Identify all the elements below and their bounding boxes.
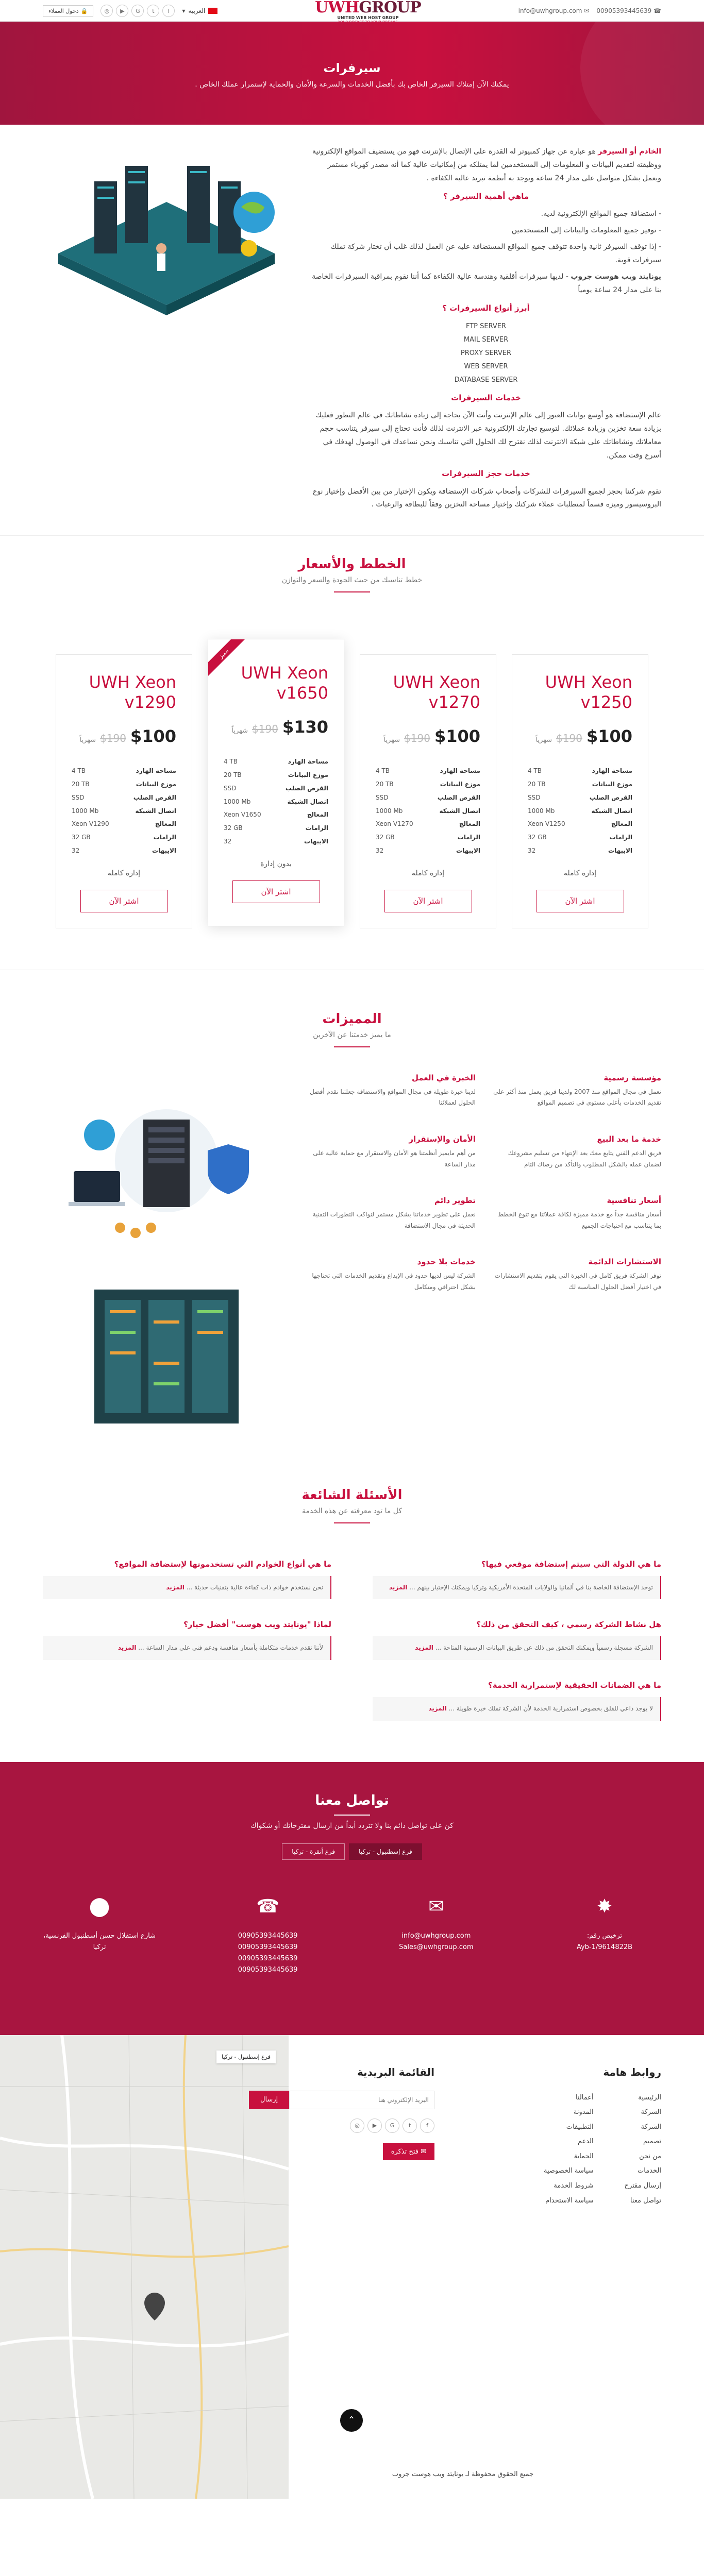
footer-link[interactable]: إرسال مقترح [624,2182,661,2190]
spec-value: 4 TB [72,767,86,775]
read-more-link[interactable]: المزيد [166,1583,185,1591]
importance-heading: ماهي أهمية السيرفر ؟ [443,191,529,201]
intro-section [43,125,661,535]
spec-values [72,765,109,858]
plan-specs [376,765,480,858]
services-paragraph: عالم الإستضافة هو أوسع بوابات العبور إلى عالم الإنترنت وأنت الآن بحاجة إلى زيادة نشاطاتك في عالم التطور فعليك بزيادة سعة تخزين وزيادة عملائك. لتوسيع تجارتك الإلكترونية عبر الانترنت لذلك فأنت تحتاج إلى سيرفر يتناسب حجم معاملاتك ونشاطاتك على شبكة الانترنت لذلك نقترح لك الحلول التي تناسبك ونحن نساعدك في الوصول لهدفك في أسرع وقت ممكن. [315,411,661,460]
uwh-paragraph: - لديها سيرفرات أقلقية وهندسة عالية الكفاءة كما أننا نقوم بمراقبة السيرفرات الخاصة بنا على مدار 24 ساعة يومياً [312,272,661,294]
client-login-button[interactable]: 🔒 دخول العملاء [43,5,93,17]
price-period: شهرياً [535,736,552,744]
footer-link[interactable]: أعمالنا [575,2093,594,2102]
google-icon[interactable]: G [385,2119,399,2133]
spec-value: SSD [72,793,85,801]
spec-value: SSD [376,793,389,801]
features-title: المميزات [322,1011,382,1027]
spec-value: 32 [72,846,80,854]
spec-value: 1000 Mb [376,807,403,815]
price-period: شهرياً [231,727,248,735]
topbar-contact [518,7,661,14]
plan-name: UWH Xeon v1290 [89,672,176,712]
logo-mark: UWHGROUP [315,0,421,16]
spec-values [224,755,261,849]
feature-item: أسعار تنافسية أسعار منافسة جداً مع خدمة مميزة لكافة عملائنا مع تنوع الخطط بما يتناسب مع احتياجات الجميع [498,1196,661,1229]
footer-link[interactable]: شروط الخدمة [554,2182,594,2190]
contact-line: تركيا [93,1943,106,1951]
phone-icon: ☎ [256,1895,280,1917]
plan-price [376,726,480,746]
location-icon: ⬤ [89,1895,110,1917]
server-types-list [311,320,661,387]
youtube-icon[interactable]: ▶ [116,5,128,17]
importance-item: - إذا توقف السيرفر ثانية واحدة تتوقف جميع المواقع المستضافة عليه عن العمل لذلك غلب أن تختار شركة تملك سيرفرات قوية. [330,243,661,265]
price-current: $100 [130,726,176,747]
intro-lead: الخادم أو السيرفر [598,147,661,156]
spec-value: Xeon V1650 [224,811,261,819]
faq-item[interactable] [43,1620,331,1660]
youtube-icon[interactable]: ▶ [367,2119,382,2133]
contact-column [43,1891,156,1976]
footer-link[interactable]: الخدمات [638,2167,661,2175]
contact-line[interactable]: 00905393445639 [238,1943,298,1951]
open-ticket-button[interactable]: ✉ فتح تذكرة [383,2143,434,2160]
spec-value: 4 TB [376,767,390,775]
feature-item: تطوير دائم نعمل على تطوير خدماتنا بشكل مستمر لنواكب التطورات التقنية الحديثة في مجال الاستضافة [312,1196,476,1229]
faq-answer: لا يوجد داعي للقلق بخصوص استمرارية الخدمة لأن الشركة تملك خبرة طويلة ... المزيد [373,1697,661,1721]
tab-istanbul[interactable]: فرع إسطنبول - تركيا [349,1843,422,1860]
newsletter-title: القائمة البريدية [357,2065,434,2078]
footer-social-links [249,2119,434,2133]
feature-item: الأمان والإستقرار من أهم مايميز أنظمتنا هو الأمان والاستقرار مع حماية عالية على مدار الساعة [313,1134,476,1168]
email-text: info@uwhgroup.com [518,7,582,14]
hero-banner [0,22,704,125]
faq-section [0,1477,704,1762]
booking-heading: خدمات حجز السيرفرات [442,468,530,478]
contact-line[interactable]: 00905393445639 [238,1954,298,1962]
price-old: $190 [100,732,126,745]
contact-subtitle: كن على تواصل دائم بنا ولا تتردد أبداً من ارسال مقترحاتك أو شكواك [250,1821,454,1830]
social-links [100,5,175,17]
tab-ankara[interactable]: فرع أنقرة - تركيا [282,1843,345,1860]
spec-label: موزع البيانات [592,780,632,788]
contact-line[interactable]: info@uwhgroup.com [401,1931,471,1940]
spec-label: الايبهات [152,846,176,854]
uwh-lead: يونايتد ويب هوست جروب [571,272,661,281]
spec-label: القرص الصلب [437,793,480,801]
title-divider [334,1815,370,1816]
footer-link[interactable]: الشركة [641,2123,661,2131]
spec-value: 32 GB [224,824,243,832]
spec-value: 32 GB [376,834,395,841]
features-subtitle: ما يميز خدمتنا عن الآخرين [313,1030,391,1039]
list-item: DATABASE SERVER [454,376,518,384]
title-divider [334,1046,370,1047]
faq-list [43,1560,661,1721]
language-label: العربية [188,7,206,14]
newsletter-submit-button[interactable]: إرسال [249,2091,289,2109]
contact-column [379,1891,493,1976]
newsletter [249,2066,434,2209]
language-switcher[interactable]: العربية ▾ [182,7,217,14]
spec-label: المعالج [459,820,480,828]
features-column-right [491,1073,661,1446]
list-item: WEB SERVER [464,362,508,370]
links-title: روابط هامة [603,2065,661,2078]
feature-item: خدمات بلا حدود الشركة ليس لديها حدود في الإبداع وتقديم الخدمات التي تحتاجها بشكل احترافي ومتكامل [312,1257,476,1291]
spec-label: القرص الصلب [133,793,176,801]
faq-answer: توجد الإستضافة الخاصة بنا في ألمانيا والولايات المتحدة الأمريكية وتركيا ويمكنك الإختيار بينهم ... المزيد [373,1576,661,1600]
spec-label: القرص الصلب [285,784,328,792]
plan-card [360,654,496,928]
scroll-top-button[interactable] [340,2409,363,2432]
price-old: $190 [556,732,582,745]
spec-value: 20 TB [528,780,546,788]
buy-now-button[interactable]: اشتر الآن [232,880,320,903]
plan-name: UWH Xeon v1250 [545,672,632,712]
servers-illustration [43,145,290,315]
plan-specs [72,765,176,858]
faq-question[interactable]: ما هي أنواع الخوادم التي تستخدمونها لإستضافة المواقع؟ [114,1559,331,1569]
spec-label: اتصال الشبكة [135,807,176,815]
links-column [625,2091,661,2209]
spec-label: اتصال الشبكة [287,798,328,805]
plan-card [56,654,192,928]
spec-values [376,765,413,858]
twitter-icon[interactable]: t [147,5,159,17]
spec-label: المعالج [155,820,176,828]
footer-link[interactable]: الشركة [641,2108,661,2116]
contact-line[interactable]: 00905393445639 [238,1965,298,1974]
footer-link[interactable]: سياسة الاستخدام [545,2196,594,2205]
contact-column [211,1891,325,1976]
spec-label: المعالج [611,820,632,828]
contact-line[interactable]: 00905393445639 [238,1931,298,1940]
list-item: PROXY SERVER [460,349,512,357]
map-label: فرع إسطنبول - تركيا [216,2050,276,2063]
twitter-icon[interactable]: t [403,2119,417,2133]
flag-icon [208,8,217,14]
price-old: $190 [252,723,278,736]
faq-item[interactable] [373,1560,661,1600]
intro-paragraph: هو عبارة عن جهاز كمبيوتر له القدرة على الإتصال بالإنترنت فهو من يستضيف المواقع الإلكترونية ووظيفته لتقديم البيانات و المعلومات إلى المستخدمين لما يمتلكه من إمكانيات عالية كما أنه مصدر كهرباء مستمر ويعمل بشكل متواصل على مدار 24 ساعة ويوجد به أنظمة تبريد عالية الكفاءه . [312,147,661,182]
spec-label: الايبهات [608,846,632,854]
facebook-icon[interactable]: f [420,2119,434,2133]
spec-value: 20 TB [72,780,90,788]
page-subtitle: يمكنك الآن إمتلاك السيرفر الخاص بك بأفضل الخدمات والسرعة والأمان والحماية لإستمرار عملك الخاص . [195,80,509,89]
spec-label: الرامات [609,834,632,841]
faq-title: الأسئلة الشائعة [301,1487,403,1503]
links-column [544,2091,594,2209]
spec-labels [286,755,328,849]
spec-label: الرامات [153,834,176,841]
spec-value: 32 [528,846,536,854]
contact-section [0,1762,704,2035]
footer [0,2035,704,2499]
feature-item: الاستشارات الدائمة توفر الشركة فريق كامل في الخبرة التي يقوم بتقديم الاستشارات في اختيار أفضل الحلول المناسبة لك [494,1257,661,1291]
buy-now-button[interactable]: اشتر الآن [80,890,168,912]
spec-value: 1000 Mb [528,807,555,815]
title-divider [334,1522,370,1523]
importance-item: - توفير جميع المعلومات والبيانات إلى المستخدمين [511,226,661,235]
pricing-section [0,535,704,970]
spec-value: Xeon V1290 [72,820,109,828]
spec-label: الرامات [457,834,480,841]
faq-answer: الشركة مسجلة رسمياً ويمكنك التحقق من ذلك عن طريق البيانات الرسمية المتاحة ... المزيد [373,1636,661,1660]
plan-price [224,717,328,737]
page-title: سيرفرات [323,61,381,75]
spec-value: Xeon V1250 [528,820,565,828]
spec-label: مساحة الهارد [288,758,328,766]
feature-item: الخبرة في العمل لدينا خبرة طويلة في مجال المواقع والاستضافة جعلتنا نقدم أفضل الحلول لعملائنا [310,1073,476,1107]
read-more-link[interactable]: المزيد [389,1583,408,1591]
google-icon[interactable]: G [131,5,144,17]
copyright-text: جميع الحقوق محفوظة لـ يونايتد ويب هوست جروب [392,2470,534,2478]
spec-value: 32 GB [72,834,91,841]
instagram-icon[interactable]: ◎ [350,2119,364,2133]
contact-line[interactable]: Sales@uwhgroup.com [399,1943,474,1951]
contact-line: Ayb-1/9614822B [576,1943,633,1951]
contact-line: شارع استقلال حسن أسطنبول الفرنسية، [43,1931,156,1940]
spec-label: موزع البيانات [440,780,480,788]
footer-link[interactable]: تصميم [643,2138,661,2146]
feature-item: مؤسسة رسمية نعمل في مجال المواقع منذ 2007 ولدينا فريق يعمل منذ أكثر على تقديم الخدمات بأعلى مستوى في تصميم المواقع [493,1073,661,1107]
plan-card [208,639,344,926]
license-icon: ✸ [596,1895,613,1917]
price-current: $100 [586,726,632,747]
faq-subtitle: كل ما تود معرفته عن هذه الخدمة [301,1506,403,1515]
chevron-up-icon: ⌃ [347,2415,356,2426]
footer-link[interactable]: من نحن [639,2152,661,2160]
features-grid [43,1073,661,1446]
price-current: $100 [434,726,480,747]
spec-value: 32 GB [528,834,547,841]
footer-link[interactable]: تواصل معنا [630,2196,661,2205]
spec-label: المعالج [307,811,328,819]
important-links [465,2066,661,2209]
plan-card [512,654,648,928]
spec-value: Xeon V1270 [376,820,413,828]
footer-link[interactable]: الدعم [577,2138,594,2146]
services-heading: خدمات السيرفرات [451,393,521,402]
plans-list [0,647,704,928]
spec-label: مساحة الهارد [136,767,176,775]
price-period: شهرياً [383,736,400,744]
price-old: $190 [404,732,430,745]
plan-name: UWH Xeon v1270 [393,672,480,712]
footer-link[interactable]: الحماية [574,2152,594,2160]
footer-link[interactable]: الرئيسية [638,2093,661,2102]
features-column-middle [306,1073,476,1446]
phone-text: 00905393445639 [596,7,652,14]
faq-item[interactable] [43,1560,331,1600]
title-divider [334,591,370,592]
spec-value: 20 TB [376,780,394,788]
spec-value: 32 [224,837,232,845]
read-more-link[interactable]: المزيد [428,1704,447,1712]
plan-price [528,726,632,746]
feature-item: خدمة ما بعد البيع فريق الدعم الفني يتابع معك بعد الإنتهاء من تسليم مشروعك لضمان عمله بالشكل المطلوب والتأكد من رضاك التام [508,1134,661,1168]
spec-value: 1000 Mb [224,798,251,805]
spec-label: اتصال الشبكة [591,807,632,815]
logo-subtitle: UNITED WEB HOST GROUP [337,15,399,20]
spec-label: موزع البيانات [288,771,328,778]
spec-value: 20 TB [224,771,242,778]
spec-label: الايبهات [304,837,328,845]
pricing-subtitle: خطط تناسبك من حيث الجودة والسعر والتوازن [281,576,423,585]
spec-labels [590,765,632,858]
price-current: $130 [282,717,328,737]
topbar-actions [43,5,217,17]
branch-tabs [0,1843,704,1860]
contact-line: ترخيص رقم: [586,1931,623,1940]
facebook-icon[interactable]: f [162,5,175,17]
map-pin-icon [144,2293,165,2320]
read-more-link[interactable]: المزيد [118,1644,137,1652]
faq-item[interactable] [373,1620,661,1660]
spec-labels [133,765,176,858]
features-section [0,970,704,1477]
spec-label: مساحة الهارد [592,767,632,775]
intro-text [311,145,661,515]
email-link[interactable]: ✉ info@uwhgroup.com [518,7,590,14]
spec-values [528,765,565,858]
spec-labels [438,765,480,858]
plan-management: إدارة كاملة [563,869,597,877]
spec-label: موزع البيانات [136,780,176,788]
spec-value: 4 TB [224,758,238,766]
buy-now-button[interactable]: اشتر الآن [384,890,472,912]
faq-item[interactable] [373,1681,661,1721]
pricing-title: الخطط والأسعار [298,556,406,572]
buy-now-button[interactable]: اشتر الآن [537,890,624,912]
importance-item: - استضافة جميع المواقع الإلكترونية لديه. [541,210,661,218]
plan-name: UWH Xeon v1650 [241,663,328,703]
spec-value: 4 TB [528,767,542,775]
read-more-link[interactable]: المزيد [415,1644,433,1652]
plan-specs [528,765,632,858]
footer-link[interactable]: سياسة الخصوصية [543,2167,594,2175]
instagram-icon[interactable]: ◎ [100,5,113,17]
plan-specs [224,755,328,849]
envelope-icon: ✉ [428,1895,444,1917]
faq-answer: نحن نستخدم خوادم ذات كفاءة عالية بتقنيات حديثة ... المزيد [43,1576,331,1600]
types-heading: أبرز أنواع السيرفرات ؟ [442,303,530,313]
footer-link[interactable]: التطبيقات [566,2123,594,2131]
faq-answer: لأننا نقدم خدمات متكاملة بأسعار منافسة ودعم فني على مدار الساعة ... المزيد [43,1636,331,1660]
phone-link[interactable]: ☎ 00905393445639 [596,7,661,14]
plan-management: بدون إدارة [260,859,292,868]
faq-question[interactable]: ما هي الضمانات الحقيقية لإستمرارية الخدمة؟ [488,1680,661,1690]
list-item: MAIL SERVER [463,335,509,344]
spec-value: 1000 Mb [72,807,99,815]
contact-column [548,1891,661,1976]
list-item: FTP SERVER [465,322,507,330]
spec-value: SSD [528,793,541,801]
spec-label: الايبهات [456,846,480,854]
plan-price [72,726,176,746]
spec-value: SSD [224,784,237,792]
faq-question[interactable]: لماذا "يونايتد ويب هوست" أفضل خيار؟ [183,1620,331,1630]
spec-value: 32 [376,846,384,854]
spec-label: مساحة الهارد [440,767,480,775]
top-bar [0,0,704,22]
features-illustration [43,1073,290,1446]
faq-question[interactable]: ما هي الدولة التي سيتم إستضافة موقعي فيها؟ [481,1559,661,1569]
plan-management: إدارة كاملة [107,869,141,877]
plan-management: إدارة كاملة [411,869,445,877]
site-logo[interactable] [315,0,421,24]
featured-ribbon: مميز [208,639,249,681]
faq-question[interactable]: هل نشاط الشركة رسمي ، كيف التحقق من ذلك؟ [476,1620,661,1630]
spec-label: الرامات [305,824,328,832]
footer-link[interactable]: المدونة [573,2108,594,2116]
spec-label: القرص الصلب [589,793,632,801]
contact-columns [43,1891,661,1976]
spec-label: اتصال الشبكة [439,807,480,815]
newsletter-email-input[interactable] [289,2091,434,2109]
price-period: شهرياً [79,736,96,744]
booking-paragraph: تقوم شركتنا بحجز لجميع السيرفرات للشركات وأصحاب شركات الإستضافة ويكون الإختيار من بين الأفضل وإختيار نوع البروسيسور وميزه قسماً لمتطلبات عملاء شركتك وإختيار مساحة التخزين وفقاً للبطاقة والرغبات . [313,487,661,509]
contact-title: تواصل معنا [315,1792,389,1808]
